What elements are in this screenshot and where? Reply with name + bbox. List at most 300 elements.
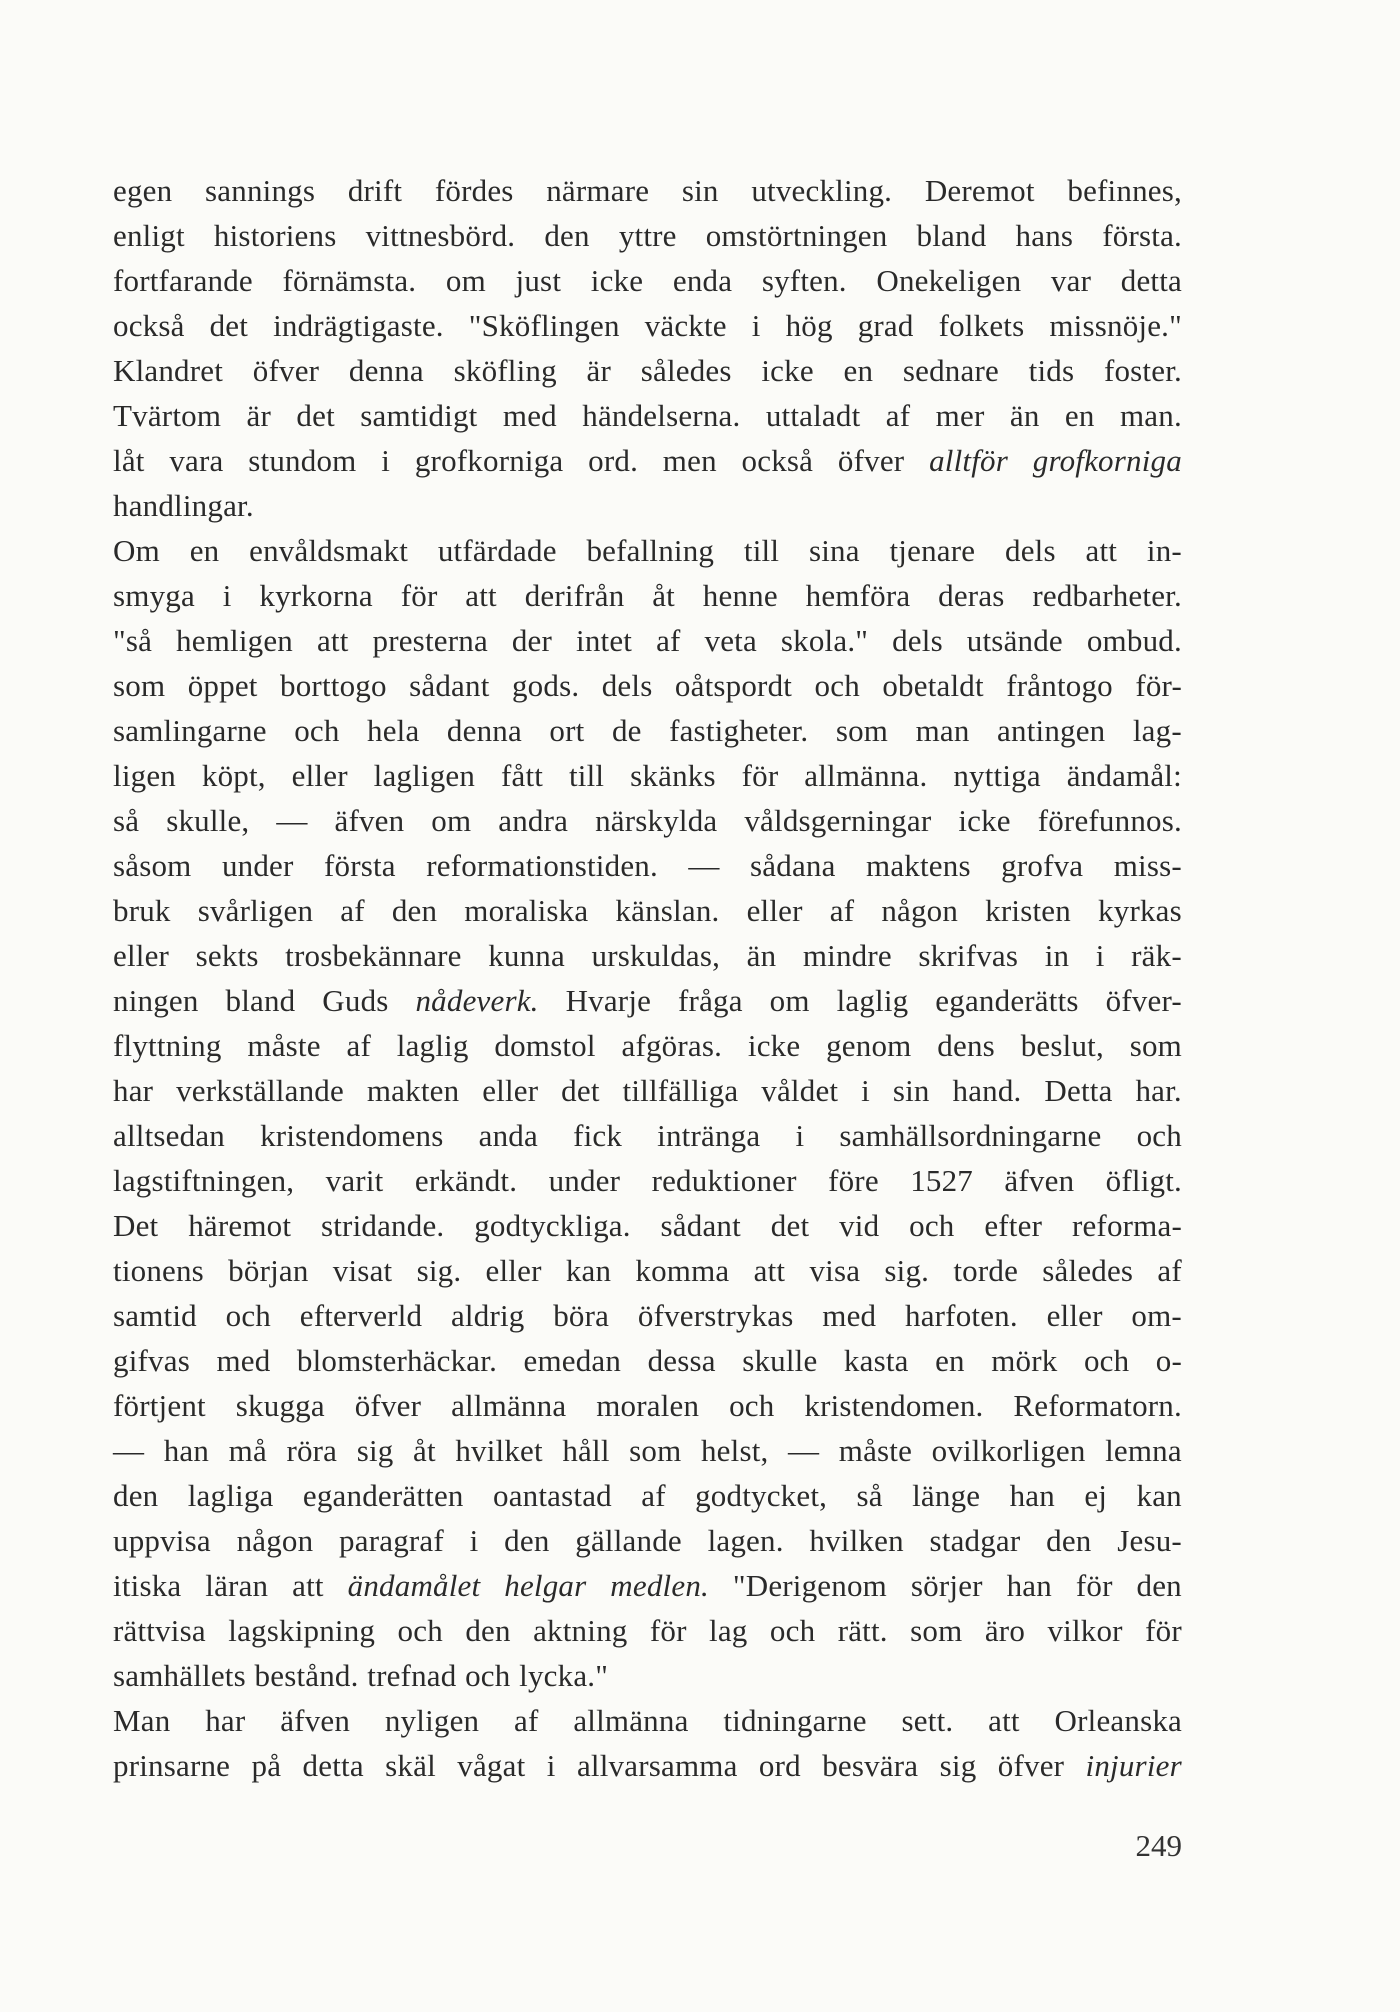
word: hvilken — [809, 1523, 904, 1558]
word: historiens — [213, 218, 337, 253]
word: missnöje." — [1049, 308, 1182, 343]
word: 1527 — [910, 1163, 974, 1198]
word: är — [586, 353, 612, 388]
word: emedan — [523, 1343, 622, 1378]
word: öfligt. — [1105, 1163, 1182, 1198]
word: denna — [348, 353, 424, 388]
word: som — [1129, 1028, 1182, 1063]
word: att — [316, 623, 349, 658]
word: skola." — [780, 623, 869, 658]
word: i — [222, 578, 232, 613]
word: varit — [325, 1163, 384, 1198]
word: lagskipning — [228, 1613, 376, 1648]
word: skäl — [385, 1748, 436, 1783]
word: befallning — [586, 533, 715, 568]
word: hög — [785, 308, 833, 343]
word: stadgar — [929, 1523, 1021, 1558]
word: i — [469, 1523, 479, 1558]
word: sin — [681, 173, 719, 208]
word: någon — [236, 1523, 314, 1558]
word: början — [228, 1253, 309, 1288]
word: lemna — [1105, 1433, 1182, 1468]
word: trefnad — [367, 1658, 457, 1693]
word: sig — [939, 1748, 977, 1783]
word: för — [1075, 1568, 1113, 1603]
word: också — [741, 443, 814, 478]
word: dels — [601, 668, 653, 703]
word: sannings — [205, 173, 316, 208]
word: Orleanska — [1054, 1703, 1182, 1738]
word: ord. — [588, 443, 639, 478]
word: itiska — [113, 1568, 182, 1603]
word: och — [814, 668, 860, 703]
word: sin — [892, 1073, 930, 1108]
word: af — [656, 623, 681, 658]
word: fråntogo — [1006, 668, 1113, 703]
word: att — [465, 578, 497, 613]
word: i — [381, 443, 391, 478]
word: sednare — [902, 353, 999, 388]
word: bestånd. — [254, 1658, 359, 1693]
word: i — [546, 1748, 556, 1783]
word: "Derigenom — [732, 1568, 887, 1603]
word: drift — [347, 173, 403, 208]
word: veta — [704, 623, 757, 658]
word: — — [276, 803, 308, 838]
word: gifvas — [113, 1343, 190, 1378]
word: med — [216, 1343, 271, 1378]
word: lag — [709, 1613, 748, 1648]
word: de — [611, 713, 642, 748]
word: fördes — [434, 173, 514, 208]
word: icke — [958, 803, 1011, 838]
text-line — [113, 1698, 1182, 1743]
word: ovilkorligen — [931, 1433, 1086, 1468]
word: "Sköflingen — [468, 308, 620, 343]
text-line — [113, 438, 1182, 483]
word: som — [629, 1433, 682, 1468]
word: denna — [446, 713, 522, 748]
word: ej — [1084, 1478, 1108, 1513]
word: dels — [892, 623, 943, 658]
word: vid — [839, 1208, 880, 1243]
word: öfver — [252, 353, 320, 388]
word: skrifvas — [918, 938, 1019, 973]
word: besvära — [822, 1748, 919, 1783]
text-line — [113, 1068, 1182, 1113]
text-line — [113, 303, 1182, 348]
word: utveckling. — [751, 173, 893, 208]
text-line — [113, 618, 1182, 663]
word: sig. — [884, 1253, 930, 1288]
word: för — [649, 1613, 687, 1648]
word: godtyckliga. — [474, 1208, 631, 1243]
word: laglig — [396, 1028, 469, 1063]
word: en — [1064, 398, 1095, 433]
word: allmänna. — [804, 758, 928, 793]
word: stridande. — [320, 1208, 445, 1243]
word: af — [829, 893, 855, 928]
word: en — [843, 353, 874, 388]
word: afgöras. — [621, 1028, 723, 1063]
word: öfver — [997, 1748, 1065, 1783]
word: blomsterhäckar. — [296, 1343, 498, 1378]
word: än — [746, 938, 777, 973]
word: — — [688, 848, 720, 883]
word: hemföra — [805, 578, 911, 613]
word: efter — [984, 1208, 1043, 1243]
word: redbarheter. — [1032, 578, 1182, 613]
word: grofkorniga — [414, 443, 564, 478]
word: henne — [702, 578, 778, 613]
word: eller — [113, 938, 170, 973]
word: lagliga — [187, 1478, 274, 1513]
word: köpt, — [201, 758, 266, 793]
word: intet — [576, 623, 633, 658]
word: grad — [857, 308, 914, 343]
italic-word: nådeverk. — [415, 983, 539, 1018]
word: såsom — [113, 848, 192, 883]
text-line — [113, 1293, 1182, 1338]
word: äfven — [334, 803, 405, 838]
word: händelserna. — [582, 398, 741, 433]
word: en — [189, 533, 220, 568]
word: skugga — [235, 1388, 325, 1423]
word: med — [502, 398, 557, 433]
word: sett. — [901, 1703, 954, 1738]
word: moraliska — [464, 893, 589, 928]
word: och — [1136, 1118, 1182, 1153]
word: det — [561, 1073, 600, 1108]
word: eller — [1046, 1298, 1103, 1333]
word: den — [113, 1478, 159, 1513]
word: man. — [1119, 398, 1182, 433]
word: första — [323, 848, 396, 883]
word: på — [251, 1748, 282, 1783]
body-text — [113, 168, 1182, 1788]
word: öfverstrykas — [637, 1298, 794, 1333]
word: fortfarande — [113, 263, 253, 298]
word: den — [1046, 1523, 1092, 1558]
word: detta — [1120, 263, 1182, 298]
word: våldsgerningar — [744, 803, 932, 838]
word: lag- — [1132, 713, 1182, 748]
word: moralen — [596, 1388, 700, 1423]
word: så — [856, 1478, 883, 1513]
word: må — [228, 1433, 267, 1468]
word: kyrkorna — [259, 578, 373, 613]
word: — — [788, 1433, 820, 1468]
word: till — [568, 758, 605, 793]
word: i — [1095, 938, 1105, 973]
text-line — [113, 1653, 1182, 1698]
word: till — [743, 533, 780, 568]
word: Klandret — [113, 353, 224, 388]
word: befinnes, — [1067, 173, 1182, 208]
word: äfven — [280, 1703, 351, 1738]
word: intränga — [657, 1118, 761, 1153]
word: och — [729, 1388, 775, 1423]
word: kan — [1136, 1478, 1182, 1513]
word: sådant — [409, 668, 490, 703]
word: in- — [1146, 533, 1182, 568]
word: ord — [758, 1748, 801, 1783]
word: och — [1083, 1343, 1130, 1378]
word: prinsarne — [113, 1748, 231, 1783]
italic-word: medlen. — [610, 1568, 709, 1603]
word: den — [391, 893, 438, 928]
word: också — [113, 308, 185, 343]
word: hans — [1015, 218, 1074, 253]
word: uttaladt — [765, 398, 861, 433]
word: kristen — [985, 893, 1071, 928]
word: bland — [225, 983, 296, 1018]
word: gods. — [511, 668, 580, 703]
text-line — [113, 573, 1182, 618]
word: är — [246, 398, 272, 433]
word: godtycket, — [695, 1478, 828, 1513]
word: fastigheter. — [669, 713, 809, 748]
word: öfver- — [1105, 983, 1182, 1018]
word: så — [113, 803, 140, 838]
text-line — [113, 1428, 1182, 1473]
word: erkändt. — [414, 1163, 518, 1198]
text-line — [113, 1473, 1182, 1518]
word: håll — [562, 1433, 610, 1468]
word: sköfling — [453, 353, 557, 388]
word: deras — [938, 578, 1005, 613]
word: presterna — [372, 623, 488, 658]
word: Det — [113, 1208, 159, 1243]
word: vågat — [457, 1748, 526, 1783]
word: tidningarne — [723, 1703, 867, 1738]
word: men — [662, 443, 717, 478]
word: dels — [1005, 533, 1056, 568]
word: flyttning — [113, 1028, 222, 1063]
word: under — [548, 1163, 621, 1198]
text-line — [113, 1743, 1182, 1788]
word: uppvisa — [113, 1523, 211, 1558]
word: bland — [916, 218, 987, 253]
word: han — [1009, 1478, 1055, 1513]
text-line — [113, 753, 1182, 798]
word: nyligen — [384, 1703, 480, 1738]
word: närskylda — [595, 803, 718, 838]
word: samtidigt — [360, 398, 478, 433]
word: eganderätten — [302, 1478, 464, 1513]
word: väckte — [644, 308, 727, 343]
word: tids — [1028, 353, 1075, 388]
word: tillfälliga — [622, 1073, 739, 1108]
word: oantastad — [493, 1478, 612, 1513]
word: vittnesbörd. — [365, 218, 516, 253]
word: alltsedan — [113, 1118, 225, 1153]
word: stundom — [248, 443, 357, 478]
word: sig — [356, 1433, 394, 1468]
word: någon — [881, 893, 959, 928]
word: fråga — [678, 983, 743, 1018]
word: grofva — [1001, 848, 1084, 883]
word: trosbekännare — [285, 938, 462, 973]
word: att — [753, 1253, 786, 1288]
word: samhällets — [113, 1658, 246, 1693]
word: Om — [113, 533, 160, 568]
italic-word: ändamålet — [347, 1568, 481, 1603]
word: samhällsordningarne — [839, 1118, 1102, 1153]
word: icke — [747, 1028, 801, 1063]
word: Man — [113, 1703, 171, 1738]
word: syften. — [761, 263, 847, 298]
text-line — [113, 1338, 1182, 1383]
word: in — [1044, 938, 1070, 973]
word: andra — [498, 803, 569, 838]
word: vara — [169, 443, 224, 478]
text-line — [113, 1383, 1182, 1428]
word: det — [770, 1208, 810, 1243]
word: måste — [247, 1028, 321, 1063]
word: i — [861, 1073, 870, 1108]
word: egen — [113, 173, 173, 208]
word: om — [769, 983, 810, 1018]
word: och — [909, 1208, 955, 1243]
word: paragraf — [339, 1523, 444, 1558]
word: aktning — [533, 1613, 628, 1648]
word: länge — [912, 1478, 981, 1513]
word: Reformatorn. — [1013, 1388, 1182, 1423]
word: mindre — [802, 938, 892, 973]
word: af — [885, 398, 911, 433]
word: allmänna — [451, 1388, 567, 1423]
word: "så — [113, 623, 153, 658]
word: torde — [953, 1253, 1019, 1288]
word: smyga — [113, 578, 195, 613]
word: envåldsmakt — [249, 533, 409, 568]
word: böra — [553, 1298, 610, 1333]
text-line — [113, 978, 1182, 1023]
word: som — [113, 668, 166, 703]
word: anda — [478, 1118, 538, 1153]
word: ort — [549, 713, 585, 748]
word: första. — [1102, 218, 1182, 253]
word: lagligen — [373, 758, 476, 793]
text-line — [113, 888, 1182, 933]
italic-word: grofkorniga — [1032, 443, 1182, 478]
word: den — [504, 1523, 550, 1558]
word: skulle, — [166, 803, 250, 838]
word: som — [835, 713, 889, 748]
word: sekts — [195, 938, 259, 973]
word: folkets — [938, 308, 1025, 343]
word: o- — [1155, 1343, 1182, 1378]
word: det — [209, 308, 249, 343]
word: fick — [573, 1118, 623, 1153]
word: den — [1136, 1568, 1182, 1603]
text-line — [113, 258, 1182, 303]
word: der — [511, 623, 553, 658]
text-line — [113, 1518, 1182, 1563]
word: fått — [500, 758, 544, 793]
word: låt — [113, 443, 145, 478]
word: att — [292, 1568, 324, 1603]
word: förefunnos. — [1037, 803, 1182, 838]
word: kristendomen. — [804, 1388, 984, 1423]
word: gällande — [575, 1523, 682, 1558]
word: var — [1050, 263, 1092, 298]
word: att — [1085, 533, 1118, 568]
word: rättvisa — [113, 1613, 206, 1648]
word: eller — [746, 893, 803, 928]
text-line — [113, 348, 1182, 393]
word: derifrån — [524, 578, 625, 613]
word: dessa — [647, 1343, 716, 1378]
word: i — [751, 308, 761, 343]
word: en — [935, 1343, 965, 1378]
word: räk- — [1131, 938, 1182, 973]
word: sig. — [416, 1253, 462, 1288]
word: komma — [635, 1253, 730, 1288]
word: reformationstiden. — [426, 848, 658, 883]
word: och — [294, 713, 340, 748]
word: och — [465, 1658, 511, 1693]
word: att — [988, 1703, 1020, 1738]
word: således — [1042, 1253, 1134, 1288]
word: måste — [838, 1433, 913, 1468]
word: mer — [935, 398, 985, 433]
word: hvilket — [455, 1433, 543, 1468]
word: eller — [482, 1073, 539, 1108]
word: skänks — [630, 758, 716, 793]
word: och — [769, 1613, 816, 1648]
word: samtid — [113, 1298, 197, 1333]
word: som — [910, 1613, 963, 1648]
word: således — [640, 353, 732, 388]
word: han — [163, 1433, 210, 1468]
word: allmänna — [573, 1703, 689, 1738]
word: mörk — [991, 1343, 1058, 1378]
word: och — [225, 1298, 271, 1333]
text-line — [113, 1203, 1182, 1248]
word: Guds — [322, 983, 389, 1018]
word: Deremot — [924, 173, 1035, 208]
text-line — [113, 168, 1182, 213]
word: reduktioner — [651, 1163, 797, 1198]
word: Tvärtom — [113, 398, 222, 433]
text-line — [113, 213, 1182, 258]
word: utfärdade — [437, 533, 557, 568]
text-line — [113, 1563, 1182, 1608]
word: tjenare — [889, 533, 976, 568]
word: Jesu- — [1117, 1523, 1182, 1558]
word: svårligen — [197, 893, 314, 928]
word: förtjent — [113, 1388, 206, 1423]
word: man — [915, 713, 970, 748]
word: utsände — [966, 623, 1063, 658]
word: enligt — [113, 218, 185, 253]
word: om- — [1131, 1298, 1182, 1333]
word: icke — [590, 263, 644, 298]
text-line — [113, 1608, 1182, 1653]
text-line — [113, 1158, 1182, 1203]
text-line — [113, 483, 1182, 528]
word: lagstiftningen, — [113, 1163, 295, 1198]
word: ombud. — [1086, 623, 1182, 658]
word: foster. — [1103, 353, 1182, 388]
italic-word: injurier — [1085, 1748, 1182, 1783]
word: våldet — [761, 1073, 839, 1108]
word: harfoten. — [905, 1298, 1018, 1333]
word: lycka." — [519, 1658, 609, 1693]
word: ändamål: — [1066, 758, 1182, 793]
